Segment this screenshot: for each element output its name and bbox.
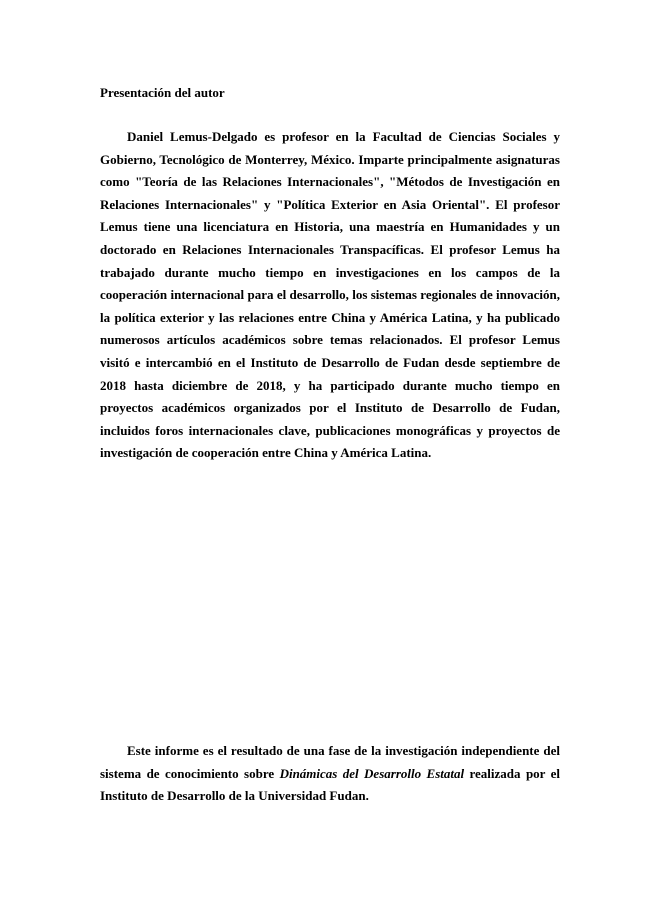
closing-paragraph xyxy=(100,740,560,808)
publication-title: Dinámicas del Desarrollo Estatal xyxy=(279,765,465,781)
closing-text-start: Este informe es el resultado de una fase de la investigación independiente del sistema de conocimiento sobre xyxy=(100,743,560,781)
author-bio-paragraph: Daniel Lemus-Delgado es profesor en la Facultad de Ciencias Sociales y Gobierno, Tecnológico de Monterrey, México. Imparte principalmente asignaturas como "Teoría de las Relaciones Internacionales", "Métodos de Investigación en Relaciones Internacionales" y "Política Exterior en Asia Oriental". El profesor Lemus tiene una licenciatura en Historia, una maestría en Humanidades y un doctorado en Relaciones Internacionales Transpacíficas. El profesor Lemus ha trabajado durante mucho tiempo en investigaciones en los campos de la cooperación internacional para el desarrollo, los sistemas regionales de innovación, la política exterior y las relaciones entre China y América Latina, y ha publicado numerosos artículos académicos sobre temas relacionados. El profesor Lemus visitó e intercambió en el Instituto de Desarrollo de Fudan desde septiembre de 2018 hasta diciembre de 2018, y ha participado durante mucho tiempo en proyectos académicos organizados por el Instituto de Desarrollo de Fudan, incluidos foros internacionales clave, publicaciones monográficas y proyectos de investigación de cooperación entre China y América Latina. xyxy=(100,129,560,461)
closing-text-end: realizada por el Instituto de Desarrollo de la Universidad Fudan. xyxy=(100,765,561,804)
section-heading: Presentación del autor xyxy=(100,85,225,100)
